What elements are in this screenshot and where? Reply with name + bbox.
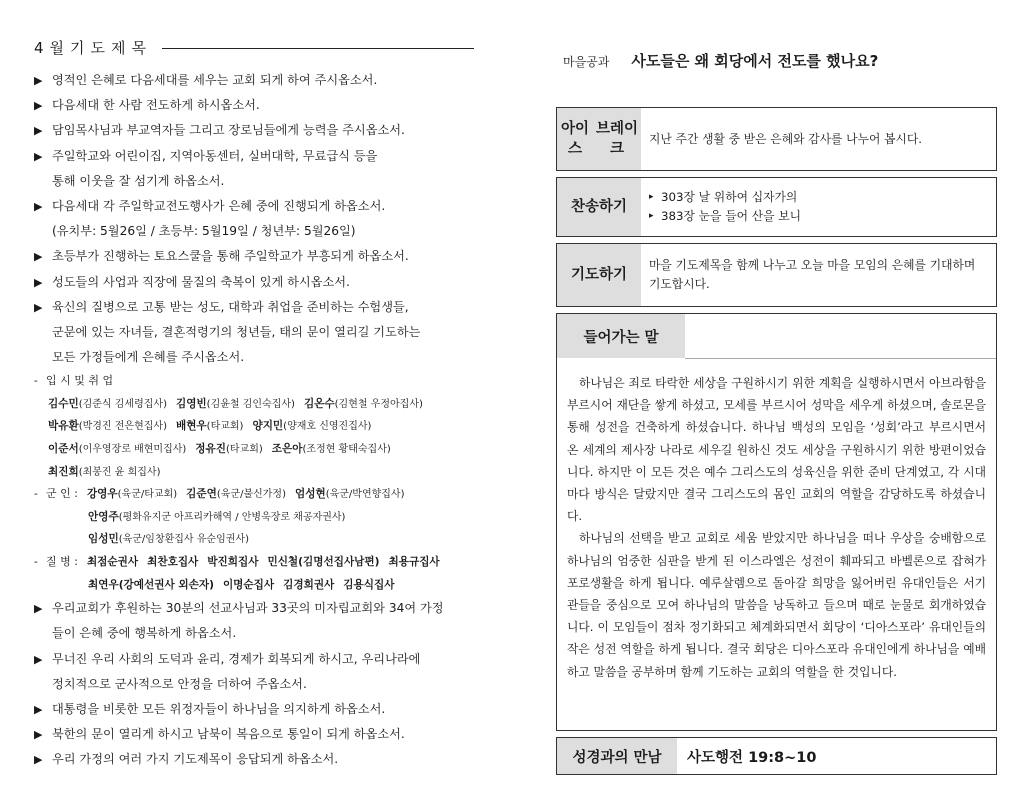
person-name: 강영우 [86,488,118,501]
sick-names-row [34,574,474,597]
prayer-item-line [34,169,474,194]
lesson-header [563,50,1003,74]
person-name: 최진희 [48,465,79,478]
person-detail: (김현철 우정아집사) [334,398,423,410]
triangle-bullet-icon: ▶ [34,250,43,264]
person-detail: (이우영장로 배현미집사) [78,444,187,456]
prayer-item-line [34,647,474,672]
triangle-bullet-icon: ▶ [34,149,43,163]
ice-break-label-line: 아이스 [560,121,589,157]
person-detail: (육군/불신가정) [216,489,286,501]
person-name: 이준서 [48,443,79,456]
ice-break-label-line: 브레이크 [595,121,639,157]
prayer-item-text: 초등부가 진행하는 토요스쿨을 통해 주일학교가 부흥되게 하옵소서. [52,249,409,264]
person-name: 임성민 [88,533,119,546]
sick-names-row [34,551,474,574]
person-name: 박유환 [48,420,79,433]
person-name: 배현우 [175,420,207,433]
person-detail: (타교회) [226,444,263,456]
prayer-item-text: 무너진 우리 사회의 도덕과 윤리, 경제가 회복되게 하시고, 우리나라에 [52,651,421,666]
military-names-row [34,506,474,529]
prayer-item-line [34,747,474,772]
person-name: 김경희권사 [283,578,335,591]
exam-label-row [34,370,474,393]
prayer-item-line [34,596,474,621]
triangle-bullet-icon: ▶ [34,300,43,314]
exam-names-row [34,438,474,461]
dash-bullet: - [34,375,38,388]
military-names-row [34,528,474,551]
prayer-item-text: 대통령을 비롯한 모든 위정자들이 하나님을 의지하게 하옵소서. [52,701,386,716]
scripture-box [556,737,997,775]
person-detail: (타교회) [206,421,244,433]
hymn-item-text: 303장 날 위하여 십자가의 [661,190,798,204]
hymn-item [649,207,988,226]
person-detail: (양재호 신영진집사) [283,421,372,433]
person-name: 최점순권사 [86,556,139,568]
exam-label: 입 시 및 취 업 [46,374,114,388]
person-detail: (김윤철 김인숙집사) [206,398,295,410]
military-names-row [34,483,474,506]
person-name: 민신철(김명선집사남편) [267,556,380,568]
prayer-topics-column [34,36,474,773]
lesson-category: 마을공과 [563,55,610,69]
person-detail: (박경진 전은현집사) [78,421,167,433]
prayer-item-line [34,270,474,295]
prayer-item-text: 우리 가정의 여러 가지 기도제목이 응답되게 하옵소서. [52,752,339,767]
person-name: 이명순집사 [222,578,275,591]
prayer-item-text: 우리교회가 후원하는 30분의 선교사님과 33곳의 미자립교회와 34여 가정 [52,601,444,616]
prayer-item-text: 성도들의 사업과 직장에 물질의 축복이 있게 하시옵소서. [52,274,350,289]
person-detail: (김준식 김세령집사) [78,398,167,410]
prayer-item-text: 담임목사님과 부교역자들 그리고 장로님들에게 능력을 주시옵소서. [52,123,405,138]
prayer-item-text: 정치적으로 군사적으로 안정을 더하여 주옵소서. [52,676,307,691]
prayer-item-text: 북한의 문이 열리게 하시고 남북이 복음으로 통일이 되게 하옵소서. [52,727,405,742]
hymn-item [649,188,988,207]
triangle-bullet-icon: ▶ [34,99,43,113]
triangle-bullet-icon: ▶ [34,124,43,138]
triangle-bullet-icon: ▶ [34,602,43,616]
person-name: 안영주 [88,510,119,523]
prayer-item-text: 육신의 질병으로 고통 받는 성도, 대학과 취업을 준비하는 수험생들, [52,299,409,314]
person-name: 엄성현 [294,488,326,501]
prayer-label: 기도하기 [557,244,641,306]
triangle-bullet-icon: ▶ [34,728,43,742]
prayer-item-line [34,722,474,747]
prayer-item-text: 들이 은혜 중에 행복하게 하옵소서. [52,626,237,641]
dash-bullet: - [34,488,38,501]
person-detail: (육군/타교회) [117,489,178,501]
prayer-item-text: 다음세대 한 사람 전도하게 하시옵소서. [52,98,260,113]
person-name: 정유진 [195,443,226,456]
scripture-label: 성경과의 만남 [557,738,677,774]
military-label: 군 인 : [46,487,78,501]
scripture-reference: 사도행전 19:8~10 [687,749,817,766]
person-detail: (육군/임창환집사 유순임권사) [118,534,249,546]
triangle-bullet-icon: ▶ [34,74,43,87]
title-rule [162,48,474,49]
person-name: 최찬호집사 [147,556,199,568]
lesson-title: 사도들은 왜 회당에서 전도를 했나요? [631,52,879,70]
person-name: 최용규집사 [388,556,440,568]
exam-names-row [34,461,474,484]
triangle-bullet-icon: ▶ [34,753,43,767]
prayer-item-line [34,118,474,143]
hymn-list [641,178,996,236]
triangle-bullet-icon: ▶ [34,652,43,666]
person-detail: (육군/박연향집사) [325,489,405,501]
prayer-item-line [34,320,474,345]
prayer-list [34,68,474,773]
prayer-item-line [34,621,474,646]
person-name: 조은아 [271,443,303,456]
prayer-item-line [34,93,474,118]
exam-names-row [34,415,474,438]
intro-paragraph: 하나님의 선택을 받고 교회로 세움 받았지만 하나님을 떠나 우상을 숭배함으로 하나님의 엄중한 심판을 받게 된 이스라엘은 성전이 훼파되고 바벨론으로 잡혀가 포로생활을 하게 됩니다. 예루살렘으로 돌아갈 희망을 잃어버린 유대인들은 서기관들을 중심으로 모여 하나님의 말씀을 낭독하고 들으며 때로 눈물로 회개하였습니다. 이 모임들이 점차 정기화되고 체계화되면서 회당이 ‘디아스포라’ 유대인들의 작은 성전 역할을 하게 됩니다. 결국 회당은 디아스포라 유대인에게 하나님을 예배하고 말씀을 공부하며 함께 기도하는 교회의 역할을 한 것입니다. [567,531,986,679]
person-name: 김용식집사 [343,578,395,591]
triangle-bullet-icon: ▶ [34,199,43,213]
intro-divider [685,358,996,359]
hymn-box [556,177,997,237]
person-name: 박진희집사 [207,556,259,568]
prayer-item-line [34,194,474,219]
hymn-label: 찬송하기 [557,178,641,236]
ice-break-box [556,107,997,171]
prayer-item-line [34,697,474,722]
person-name: 김온수 [303,397,335,410]
intro-label: 들어가는 말 [557,314,685,358]
ice-break-text: 지난 주간 생활 중 받은 은혜와 감사를 나누어 봅시다. [649,131,923,146]
exam-names-row [34,393,474,416]
person-name: 양지민 [252,420,284,433]
arrow-right-icon: ▸ [649,211,654,221]
person-detail: (최봉진 윤 희집사) [78,466,161,478]
prayer-item-line [34,295,474,320]
prayer-item-text: 모든 가정들에게 은혜를 주시옵소서. [52,350,245,365]
person-detail: (평화유지군 아프리카해역 / 안병욱장로 채공자권사) [118,511,346,523]
prayer-item-line [34,144,474,169]
person-detail: (조정현 황태숙집사) [302,444,391,456]
prayer-item-line [34,68,474,93]
dash-bullet: - [34,556,38,568]
sick-label: 질 병 : [46,555,78,568]
triangle-bullet-icon: ▶ [34,702,43,716]
intro-paragraph: 하나님은 죄로 타락한 세상을 구원하시기 위한 계획을 실행하시면서 아브라함을 부르시어 재단을 쌓게 하셨고, 모세를 부르시어 성막을 세우게 하셨으며, 솔로몬을 통해 성전을 건축하게 하셨습니다. 하나님 백성의 모임을 ‘성회’라고 부르시면서 온 세계의 제사장 나라로 세우길 원하신 것도 세상을 구원하시기 위한 방편이었습니다. 하지만 이 모든 것은 예수 그리스도의 성육신을 위한 준비 단계였고, 각 시대마다 방식은 달랐지만 결국 그리스도의 몸인 교회의 역할을 감당하도록 하셨습니다. [567,376,986,524]
intro-body [567,372,986,683]
prayer-topics-header [34,36,474,58]
prayer-text: 마을 기도제목을 함께 나누고 오늘 마을 모임의 은혜를 기대하며 기도합시다. [649,258,976,291]
arrow-right-icon: ▸ [649,192,654,202]
prayer-item-text: 주일학교와 어린이집, 지역아동센터, 실버대학, 무료급식 등을 [52,148,378,163]
ice-break-label [557,108,641,170]
person-name: 김준연 [186,488,217,501]
person-name: 김영빈 [175,397,207,410]
prayer-item-text: 군문에 있는 자녀들, 결혼적령기의 청년들, 태의 문이 열리길 기도하는 [52,324,421,339]
triangle-bullet-icon: ▶ [34,275,43,289]
hymn-item-text: 383장 눈을 들어 산을 보니 [661,209,802,223]
prayer-box [556,243,997,307]
prayer-item-line [34,345,474,370]
prayer-item-text: 통해 이웃을 잘 섬기게 하옵소서. [52,173,225,188]
prayer-item-text: (유치부: 5월26일 / 초등부: 5월19일 / 청년부: 5월26일) [52,224,356,239]
prayer-item-text: 영적인 은혜로 다음세대를 세우는 교회 되게 하여 주시옵소서. [52,73,378,87]
prayer-item-line [34,219,474,244]
person-name: 김수민 [48,397,79,410]
prayer-item-line [34,672,474,697]
person-name: 최연우(강예선권사 외손자) [88,578,214,591]
intro-box [556,313,997,731]
prayer-item-text: 다음세대 각 주일학교전도행사가 은혜 중에 진행되게 하옵소서. [52,198,386,213]
prayer-item-line [34,244,474,269]
prayer-topics-title: 4월기도제목 [34,38,152,57]
